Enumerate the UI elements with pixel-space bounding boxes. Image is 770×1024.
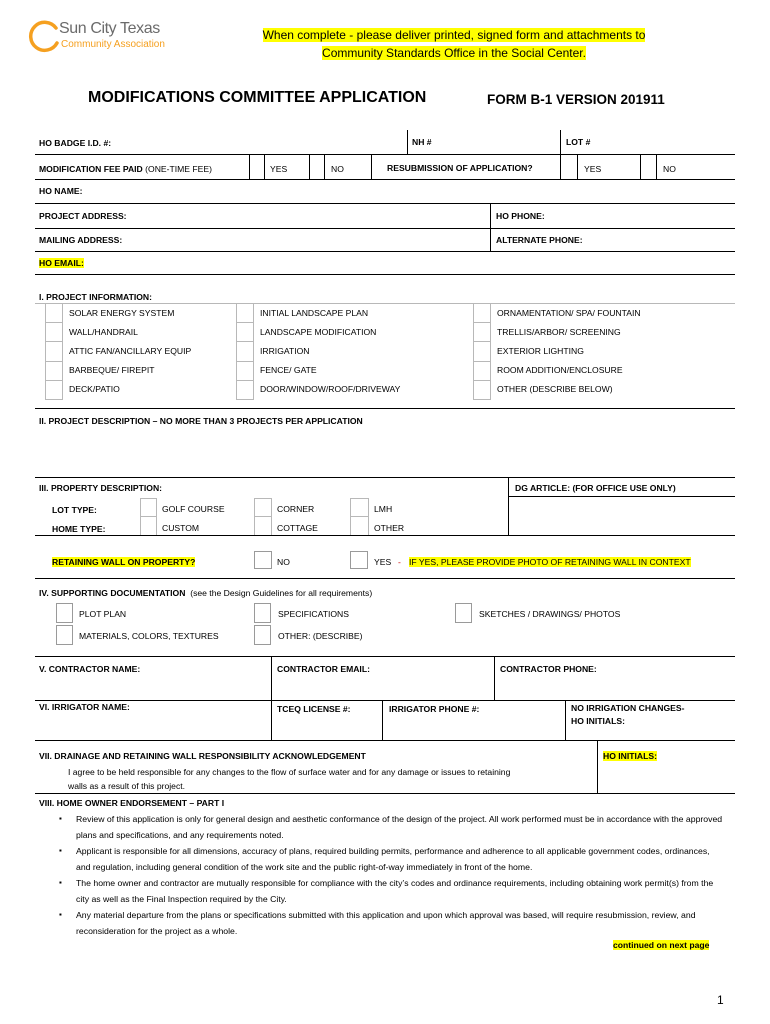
endorsement-item: ▪ Applicant is responsible for all dimensions, accuracy of plans, required building permits, performance and adherence to all applicable government codes, ordinances, and regulation, including general condition of the work site and the public right-of-way immediately in front of the home. xyxy=(52,843,724,875)
option-other[interactable]: OTHER (DESCRIBE BELOW) xyxy=(497,384,613,394)
endorsement-item: ▪ The home owner and contractor are mutually responsible for compliance with the city’s codes and ordinance requirements, including obtaining work permit(s) from the city as well as the Final Inspection required by the City. xyxy=(52,875,724,907)
sun-logo-icon xyxy=(27,19,61,53)
option-room-addition[interactable]: ROOM ADDITION/ENCLOSURE xyxy=(497,365,623,375)
irrigator-name-label: VI. IRRIGATOR NAME: xyxy=(39,702,130,712)
page-number: 1 xyxy=(717,993,724,1007)
doc-plot-plan[interactable]: PLOT PLAN xyxy=(79,609,127,619)
supporting-docs-heading: IV. SUPPORTING DOCUMENTATION (see the Design Guidelines for all requirements) xyxy=(39,588,373,598)
resubmission-label: RESUBMISSION OF APPLICATION? xyxy=(387,163,533,173)
option-door-window[interactable]: DOOR/WINDOW/ROOF/DRIVEWAY xyxy=(260,384,401,394)
fee-yes[interactable]: YES xyxy=(270,164,288,174)
page-title: MODIFICATIONS COMMITTEE APPLICATION xyxy=(88,89,427,106)
contractor-phone-label: CONTRACTOR PHONE: xyxy=(500,664,597,674)
doc-sketches[interactable]: SKETCHES / DRAWINGS/ PHOTOS xyxy=(479,609,621,619)
option-trellis[interactable]: TRELLIS/ARBOR/ SCREENING xyxy=(497,327,621,337)
project-description-area[interactable] xyxy=(35,430,735,476)
contractor-email-label: CONTRACTOR EMAIL: xyxy=(277,664,370,674)
badge-label: HO BADGE I.D. #: xyxy=(39,138,112,148)
dg-article-label: DG ARTICLE: (FOR OFFICE USE ONLY) xyxy=(515,483,676,493)
logo-subtitle: Community Association xyxy=(61,39,165,50)
resubmission-no[interactable]: NO xyxy=(663,164,676,174)
endorsement-list xyxy=(52,811,724,939)
option-barbeque[interactable]: BARBEQUE/ FIREPIT xyxy=(69,365,155,375)
home-other[interactable]: OTHER xyxy=(374,523,405,533)
option-solar[interactable]: SOLAR ENERGY SYSTEM xyxy=(69,308,175,318)
notice-line-1: When complete - please deliver printed, signed form and attachments to xyxy=(262,28,646,42)
notice-line-2: Community Standards Office in the Social Center. xyxy=(322,46,586,60)
lot-label: LOT # xyxy=(566,137,591,147)
option-ornamentation[interactable]: ORNAMENTATION/ SPA/ FOUNTAIN xyxy=(497,308,641,318)
endorsement-item: ▪ Review of this application is only for general design and aesthetic conformance of the design of the project. All work performed must be in accordance with the approved plans and specifications, and any requirements noted. xyxy=(52,811,724,843)
retaining-wall-no[interactable]: NO xyxy=(277,557,290,567)
option-attic-fan[interactable]: ATTIC FAN/ANCILLARY EQUIP xyxy=(69,346,192,356)
ho-email-label: HO EMAIL: xyxy=(39,258,84,268)
retaining-wall-yes-checkbox[interactable] xyxy=(350,551,368,569)
option-exterior-lighting[interactable]: EXTERIOR LIGHTING xyxy=(497,346,584,356)
contractor-name-label: V. CONTRACTOR NAME: xyxy=(39,664,141,674)
resubmission-yes[interactable]: YES xyxy=(584,164,602,174)
lot-type-label: LOT TYPE: xyxy=(52,505,97,515)
alternate-phone-label: ALTERNATE PHONE: xyxy=(496,235,583,245)
retaining-wall-no-checkbox[interactable] xyxy=(254,551,272,569)
option-landscape-mod[interactable]: LANDSCAPE MODIFICATION xyxy=(260,327,377,337)
endorsement-heading: VIII. HOME OWNER ENDORSEMENT – PART I xyxy=(39,798,225,808)
nh-label: NH # xyxy=(412,137,432,147)
retaining-wall-label: RETAINING WALL ON PROPERTY? xyxy=(52,557,196,567)
drainage-heading: VII. DRAINAGE AND RETAINING WALL RESPONSIBILITY ACKNOWLEDGEMENT xyxy=(39,751,366,761)
doc-materials[interactable]: MATERIALS, COLORS, TEXTURES xyxy=(79,631,219,641)
home-cottage[interactable]: COTTAGE xyxy=(277,523,318,533)
ho-phone-label: HO PHONE: xyxy=(496,211,545,221)
option-wall-handrail[interactable]: WALL/HANDRAIL xyxy=(69,327,138,337)
endorsement-item: ▪ Any material departure from the plans or specifications submitted with this application and upon which approval was based, will require resubmission, review, and reconsideration for the project as a whole. xyxy=(52,907,724,939)
retaining-wall-yes[interactable]: YES xyxy=(374,557,392,567)
other-describe-checkbox[interactable] xyxy=(254,625,271,645)
drainage-ho-initials: HO INITIALS: xyxy=(603,751,657,761)
retaining-wall-photo-note: IF YES, PLEASE PROVIDE PHOTO OF RETAINING WALL IN CONTEXT xyxy=(409,557,691,567)
no-irrigation-label: NO IRRIGATION CHANGES- HO INITIALS: xyxy=(571,703,685,726)
option-irrigation[interactable]: IRRIGATION xyxy=(260,346,310,356)
ho-name-label: HO NAME: xyxy=(39,186,83,196)
home-custom[interactable]: CUSTOM xyxy=(162,523,200,533)
doc-other-describe[interactable]: OTHER: (DESCRIBE) xyxy=(278,631,363,641)
property-description-heading: III. PROPERTY DESCRIPTION: xyxy=(39,483,163,493)
specifications-checkbox[interactable] xyxy=(254,603,271,623)
sketches-checkbox[interactable] xyxy=(455,603,472,623)
option-initial-landscape[interactable]: INITIAL LANDSCAPE PLAN xyxy=(260,308,369,318)
home-type-label: HOME TYPE: xyxy=(52,524,106,534)
project-address-label: PROJECT ADDRESS: xyxy=(39,211,127,221)
lot-golf-course[interactable]: GOLF COURSE xyxy=(162,504,225,514)
irrigator-phone-label: IRRIGATOR PHONE #: xyxy=(389,704,480,714)
logo-name: Sun City Texas xyxy=(59,20,160,37)
delivery-notice xyxy=(218,26,690,62)
plot-plan-checkbox[interactable] xyxy=(56,603,73,623)
materials-checkbox[interactable] xyxy=(56,625,73,645)
doc-specifications[interactable]: SPECIFICATIONS xyxy=(278,609,349,619)
retaining-wall-dash: - xyxy=(398,557,401,567)
lot-lmh[interactable]: LMH xyxy=(374,504,393,514)
option-deck-patio[interactable]: DECK/PATIO xyxy=(69,384,120,394)
tceq-license-label: TCEQ LICENSE #: xyxy=(277,704,351,714)
logo xyxy=(27,18,177,54)
lot-corner[interactable]: CORNER xyxy=(277,504,315,514)
drainage-text: I agree to be held responsible for any changes to the flow of surface water and for any damage or issues to retaining walls as a result of this project. xyxy=(68,767,511,791)
fee-no[interactable]: NO xyxy=(331,164,344,174)
continued-note: continued on next page xyxy=(613,940,710,950)
fee-paid-label: MODIFICATION FEE PAID (ONE-TIME FEE) xyxy=(39,164,212,174)
project-description-heading: II. PROJECT DESCRIPTION – NO MORE THAN 3 PROJECTS PER APPLICATION xyxy=(39,416,363,426)
project-info-heading: I. PROJECT INFORMATION: xyxy=(39,292,152,302)
mailing-address-label: MAILING ADDRESS: xyxy=(39,235,123,245)
form-version: FORM B-1 VERSION 201911 xyxy=(487,92,665,107)
option-fence-gate[interactable]: FENCE/ GATE xyxy=(260,365,317,375)
